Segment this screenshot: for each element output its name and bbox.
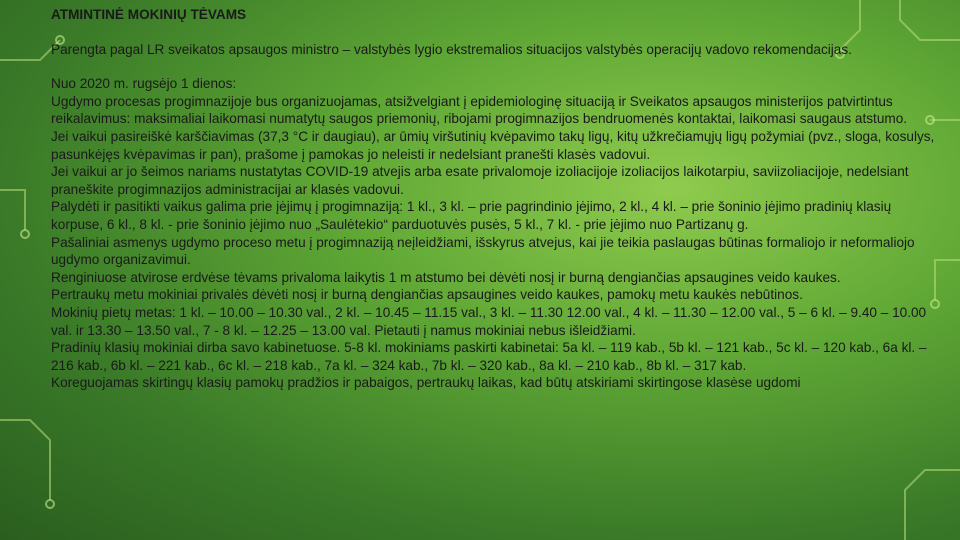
intro-paragraph: Parengta pagal LR sveikatos apsaugos ministro – valstybės lygio ekstremalios situacijos valstybės operacijų vadovo rekomendacijas. [51,41,852,57]
paragraph: Pradinių klasių mokiniai dirba savo kabinetuose. 5-8 kl. mokiniams paskirti kabinetai: 5a kl. – 119 kab., 5b kl. – 121 kab., 5c kl. – 120 kab., 6a kl. – 216 kab., 6b kl. – 221 kab., 6c kl. – 218 kab., 7a kl. – 324 kab., 7b kl. – 320 kab., 8a kl. – 210 kab., 8b kl. – 317 kab. [51,340,927,373]
paragraph: Jei vaikui pasireiškė karščiavimas (37,3 °C ir daugiau), ar ūmių viršutinių kvėpavimo takų ligų, kitų užkrečiamųjų ligų požymiai (pvz., sloga, kosulys, pasunkėjęs kvėpavimas ir pan), prašome į pamokas jo neleisti ir nedelsiant pranešti klasės vadovui. [51,128,935,162]
paragraph: Ugdymo procesas progimnazijoje bus organizuojamas, atsižvelgiant į epidemiologinę situaciją ir Sveikatos apsaugos ministerijos patvirtintus reikalavimus: maksimaliai laikomasi numatytų saugos priemonių, ribojami progimnazijos bendruomenės kontaktai, laikomasi saugaus atstumo. [51,93,908,127]
paragraph: Mokinių pietų metas: 1 kl. – 10.00 – 10.30 val., 2 kl. – 10.45 – 11.15 val., 3 kl. – 11.30 12.00 val., 4 kl. – 11.30 – 12.00 val., 5 – 6 kl. – 9.40 – 10.00 val. ir 13.30 – 13.50 val., 7 - 8 kl. – 12.25 – 13.00 val. Pietauti į namus mokiniai nebus išleidžiami. [51,304,927,338]
paragraph: Renginiuose atvirose erdvėse tėvams privaloma laikytis 1 m atstumo bei dėvėti nosį ir burną dengiančias apsaugines veido kaukes. [51,269,841,285]
paragraph: Jei vaikui ar jo šeimos nariams nustatytas COVID-19 atvejis arba esate privalomoje izoliacijoje izoliacijos laikotarpiu, saviizoliacijoje, nedelsiant praneškite progimnazijos administracijai ar klasės vadovui. [51,164,909,197]
paragraph: Koreguojamas skirtingų klasių pamokų pradžios ir pabaigos, pertraukų laikas, kad būtų atskiriami skirtingose klasėse ugdomi [51,375,801,391]
document-body [51,6,941,392]
paragraph: Pertraukų metu mokiniai privalės dėvėti nosį ir burną dengiančias apsaugines veido kaukes, pamokų metu kaukės nebūtinos. [51,287,803,303]
paragraph: Palydėti ir pasitikti vaikus galima prie įėjimų į progimnaziją: 1 kl., 3 kl. – prie pagrindinio įėjimo, 2 kl., 4 kl. – prie šoninio įėjimo pradinių klasių korpuse, 6 kl., 8 kl. - prie šoninio įėjimo nuo „Saulėtekio“ parduotuvės pusės, 5 kl., 7 kl. - prie įėjimo nuo Partizanų g. [51,199,892,232]
paragraph: Pašaliniai asmenys ugdymo proceso metu į progimnaziją neįleidžiami, išskyrus atvejus, kai jie teikia paslaugas būtinas formaliojo ir neformaliojo ugdymo organizavimui. [51,234,915,268]
date-line: Nuo 2020 m. rugsėjo 1 dienos: [51,76,237,92]
spacer [51,58,941,75]
document-title: ATMINTINĖ MOKINIŲ TĖVAMS [51,7,247,22]
